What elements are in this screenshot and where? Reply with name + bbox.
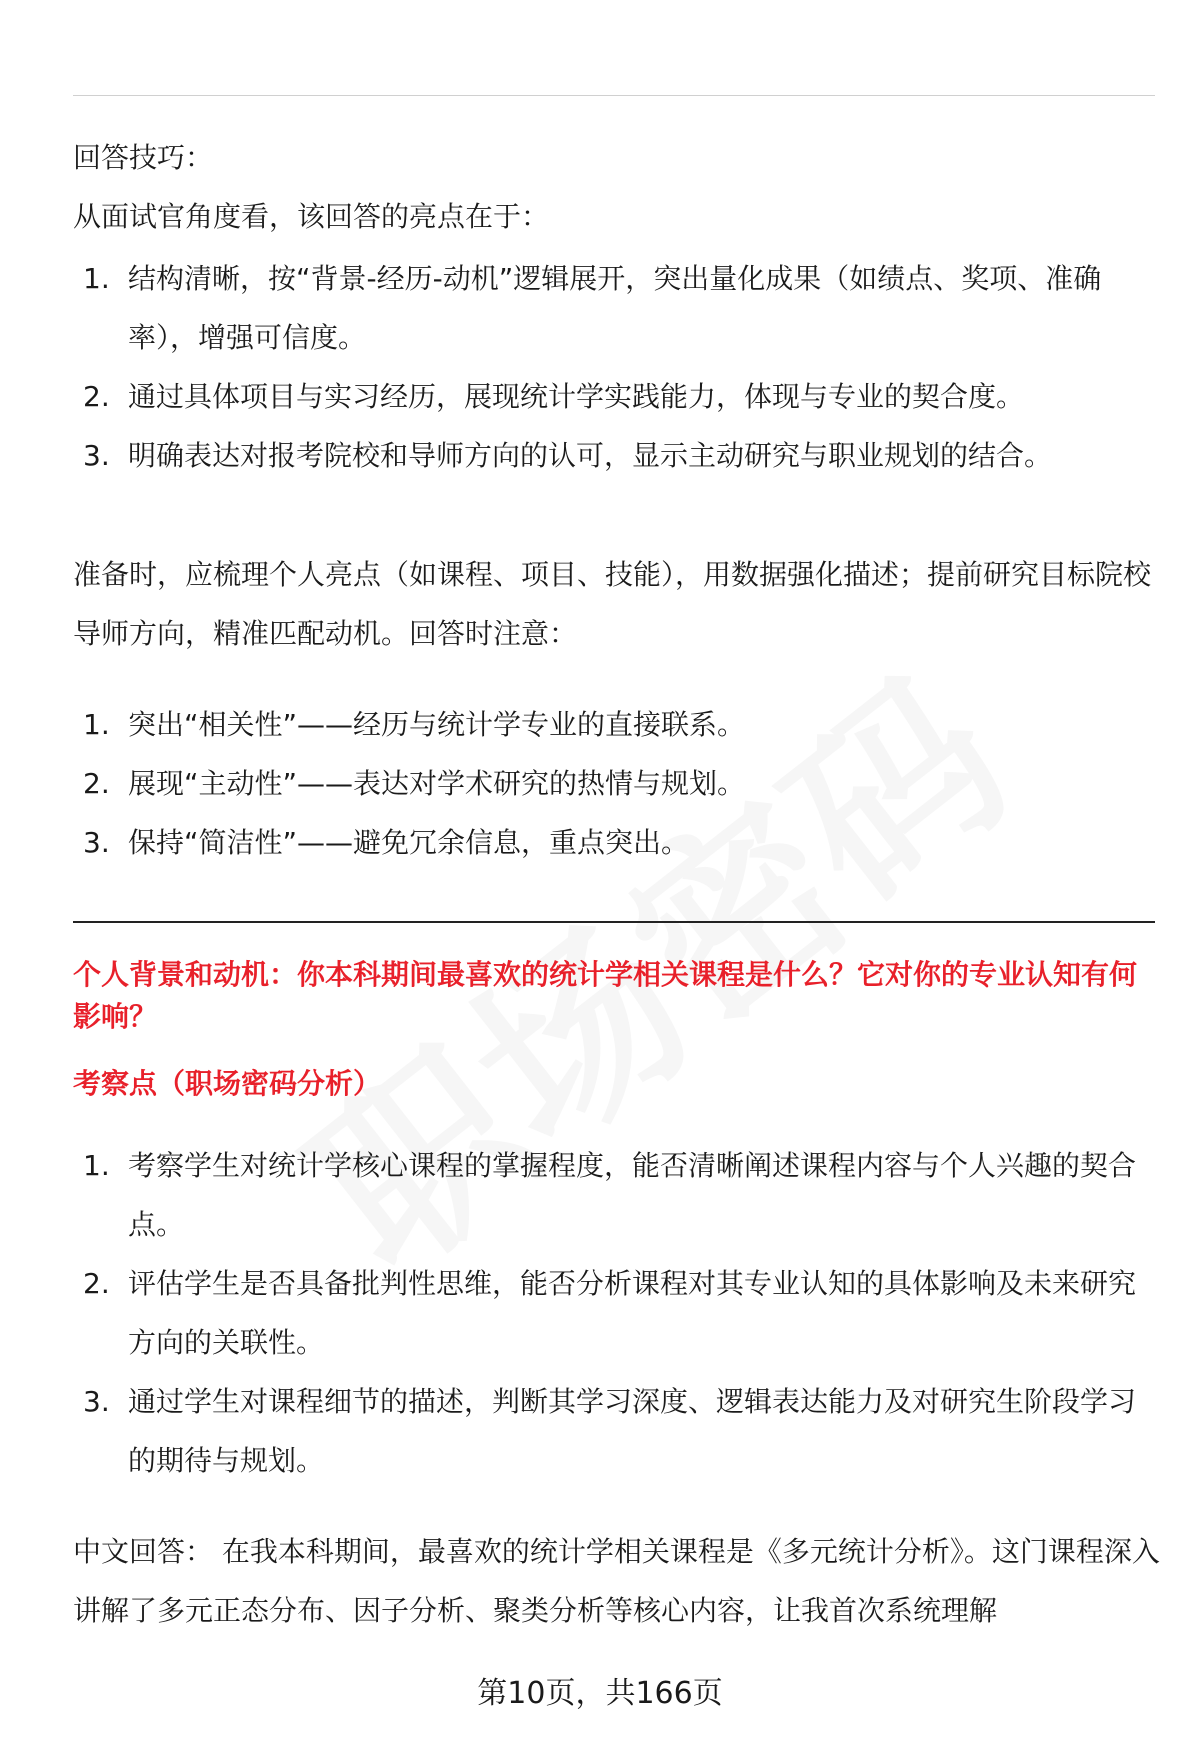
list-text: 结构清晰，按“背景-经历-动机”逻辑展开，突出量化成果（如绩点、奖项、准确率），增强可信度。	[128, 262, 1102, 354]
list-number: 3.	[83, 439, 110, 472]
section-divider	[73, 921, 1155, 923]
list-text: 保持“简洁性”——避免冗余信息，重点突出。	[128, 826, 690, 859]
list-item	[73, 754, 1163, 813]
preparation-text: 准备时，应梳理个人亮点（如课程、项目、技能），用数据强化描述；提前研究目标院校导师方向，精准匹配动机。回答时注意：	[73, 558, 1152, 650]
list-text: 通过学生对课程细节的描述，判断其学习深度、逻辑表达能力及对研究生阶段学习的期待与规划。	[128, 1385, 1137, 1477]
list-text: 展现“主动性”——表达对学术研究的热情与规划。	[128, 767, 746, 800]
list-text: 突出“相关性”——经历与统计学专业的直接联系。	[128, 708, 746, 741]
list-text: 明确表达对报考院校和导师方向的认可，显示主动研究与职业规划的结合。	[128, 439, 1053, 472]
list-item	[73, 695, 1163, 754]
list-number: 1.	[83, 262, 110, 295]
list-text: 考察学生对统计学核心课程的掌握程度，能否清晰阐述课程内容与个人兴趣的契合点。	[128, 1149, 1137, 1241]
list-number: 2.	[83, 767, 110, 800]
top-divider	[73, 95, 1155, 96]
chinese-answer: 中文回答： 在我本科期间，最喜欢的统计学相关课程是《多元统计分析》。这门课程深入讲解了多元正态分布、因子分析、聚类分析等核心内容，让我首次系统理解	[73, 1535, 1160, 1627]
list-number: 3.	[83, 826, 110, 859]
highlight-list	[73, 249, 1163, 485]
list-number: 3.	[83, 1385, 110, 1418]
list-item	[73, 813, 1163, 872]
list-text: 通过具体项目与实习经历，展现统计学实践能力，体现与专业的契合度。	[128, 380, 1025, 413]
section-title: 回答技巧：	[73, 141, 214, 174]
analysis-list	[73, 1136, 1163, 1490]
list-number: 1.	[83, 708, 110, 741]
page-number: 第10页，共166页	[477, 1676, 723, 1711]
list-number: 1.	[83, 1149, 110, 1182]
analysis-subtitle: 考察点（职场密码分析）	[73, 1067, 382, 1100]
question-heading: 个人背景和动机：你本科期间最喜欢的统计学相关课程是什么？它对你的专业认知有何影响？	[73, 958, 1138, 1033]
tips-list	[73, 695, 1163, 872]
list-text: 评估学生是否具备批判性思维，能否分析课程对其专业认知的具体影响及未来研究方向的关联性。	[128, 1267, 1137, 1359]
list-number: 2.	[83, 1267, 110, 1300]
list-item	[73, 367, 1163, 426]
list-item	[73, 1136, 1163, 1254]
list-number: 2.	[83, 380, 110, 413]
list-item	[73, 1254, 1163, 1372]
intro-text: 从面试官角度看，该回答的亮点在于：	[73, 200, 550, 233]
list-item	[73, 1372, 1163, 1490]
list-item	[73, 249, 1163, 367]
list-item	[73, 426, 1163, 485]
